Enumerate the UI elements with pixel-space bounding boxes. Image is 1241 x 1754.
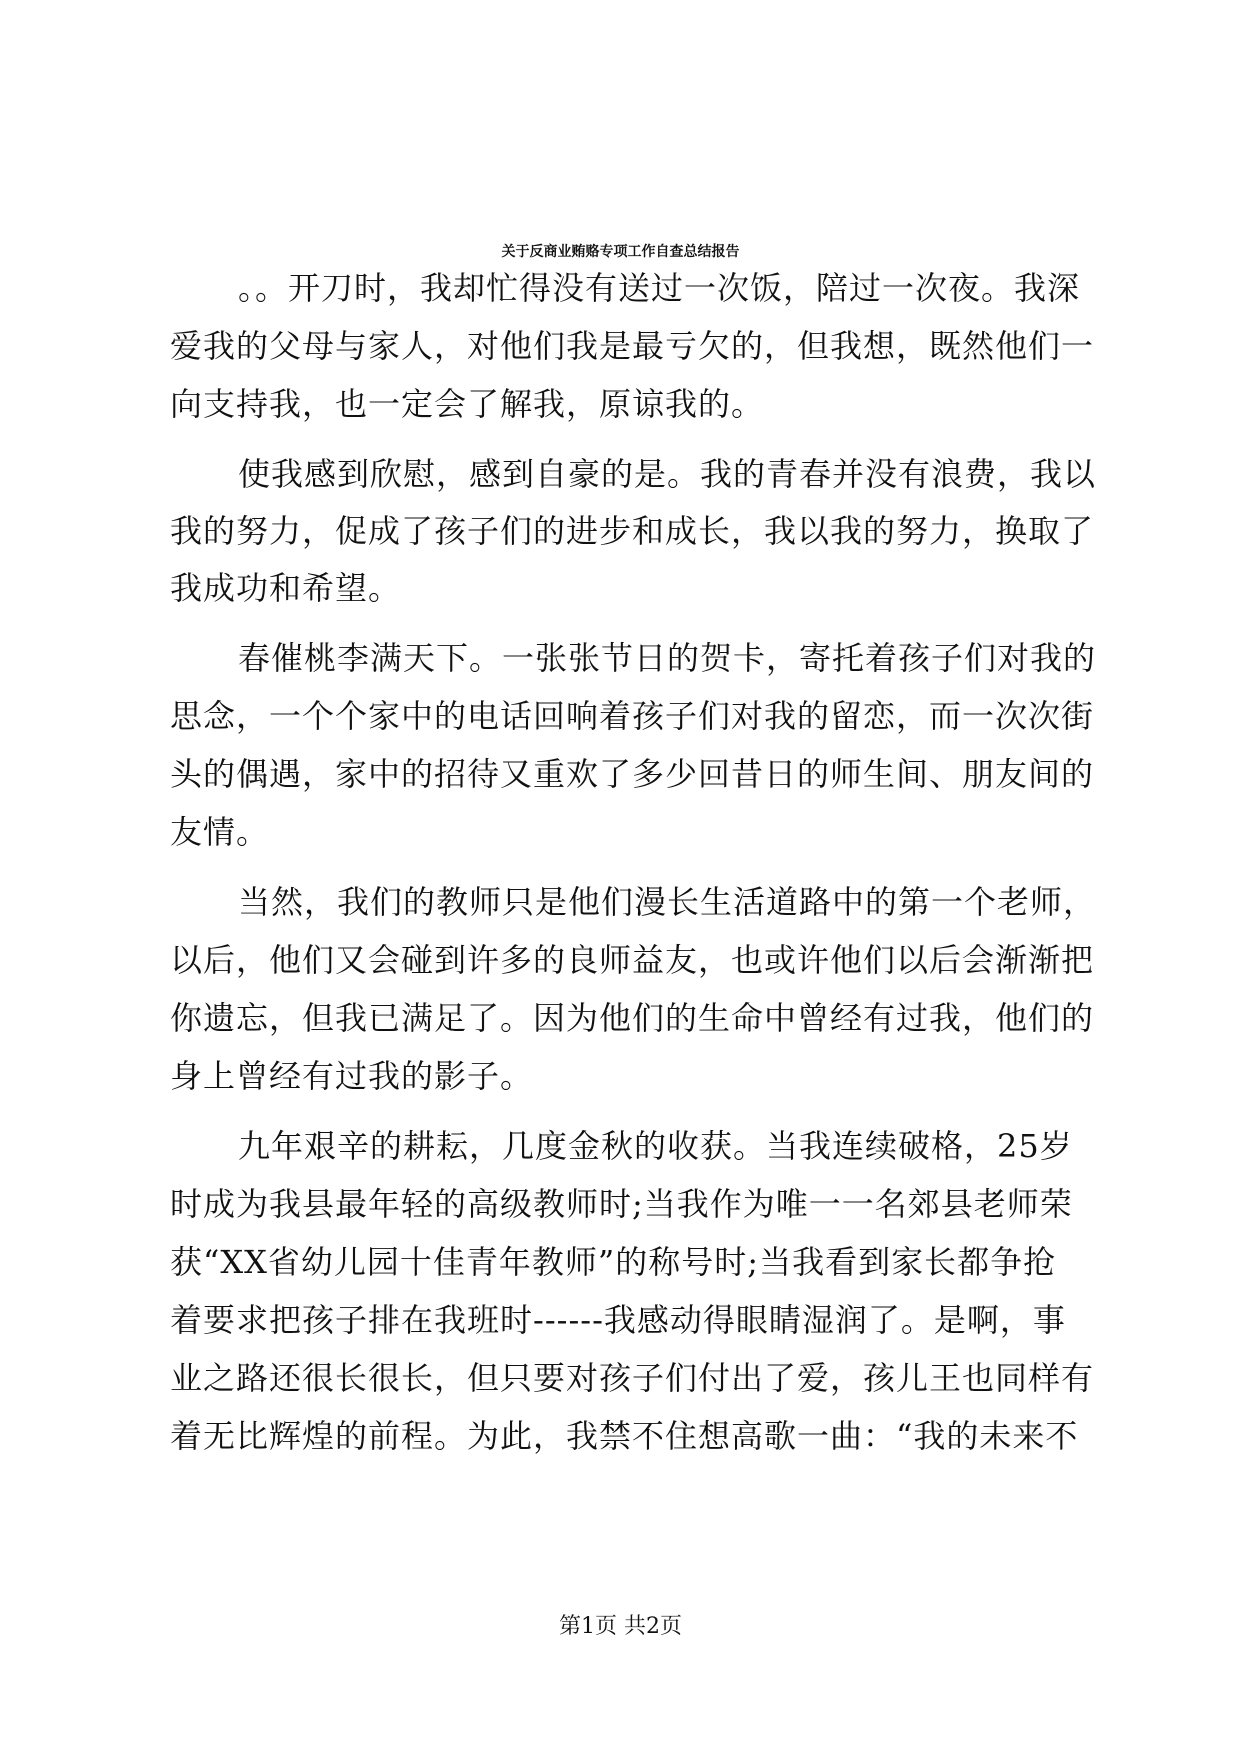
body-line-1: 。。开刀时，我却忙得没有送过一次饭，陪过一次夜。我深	[238, 269, 1081, 307]
body-line-8: 思念，一个个家中的电话回响着孩子们对我的留恋，而一次次街	[170, 697, 1095, 735]
body-line-6: 我成功和希望。	[170, 569, 402, 607]
body-line-10: 友情。	[170, 813, 270, 851]
document-title: 关于反商业贿赂专项工作自查总结报告	[501, 244, 740, 260]
body-line-4: 使我感到欣慰，感到自豪的是。我的青春并没有浪费，我以	[238, 455, 1097, 493]
body-line-7: 春催桃李满天下。一张张节日的贺卡，寄托着孩子们对我的	[238, 639, 1097, 677]
body-line-18: 着要求把孩子排在我班时------我感动得眼睛湿润了。是啊，事	[170, 1301, 1066, 1339]
body-line-13: 你遗忘，但我已满足了。因为他们的生命中曾经有过我，他们的	[170, 999, 1095, 1037]
body-line-3: 向支持我，也一定会了解我，原谅我的。	[170, 385, 765, 423]
page-number-footer: 第1页 共2页	[559, 1614, 682, 1639]
body-line-16: 时成为我县最年轻的高级教师时;当我作为唯一一名郊县老师荣	[170, 1185, 1073, 1223]
body-line-14: 身上曾经有过我的影子。	[170, 1057, 534, 1095]
body-line-11: 当然，我们的教师只是他们漫长生活道路中的第一个老师，	[238, 883, 1097, 921]
body-line-20: 着无比辉煌的前程。为此，我禁不住想高歌一曲：“我的未来不	[170, 1417, 1079, 1455]
body-line-19: 业之路还很长很长，但只要对孩子们付出了爱，孩儿王也同样有	[170, 1359, 1095, 1397]
body-line-12: 以后，他们又会碰到许多的良师益友，也或许他们以后会渐渐把	[170, 941, 1095, 979]
body-line-15: 九年艰辛的耕耘，几度金秋的收获。当我连续破格，25岁	[238, 1127, 1073, 1165]
body-line-2: 爱我的父母与家人，对他们我是最亏欠的，但我想，既然他们一	[170, 327, 1095, 365]
body-line-17: 获“XX省幼儿园十佳青年教师”的称号时;当我看到家长都争抢	[170, 1243, 1057, 1281]
body-line-5: 我的努力，促成了孩子们的进步和成长，我以我的努力，换取了	[170, 512, 1095, 550]
body-line-9: 头的偶遇，家中的招待又重欢了多少回昔日的师生间、朋友间的	[170, 755, 1095, 793]
